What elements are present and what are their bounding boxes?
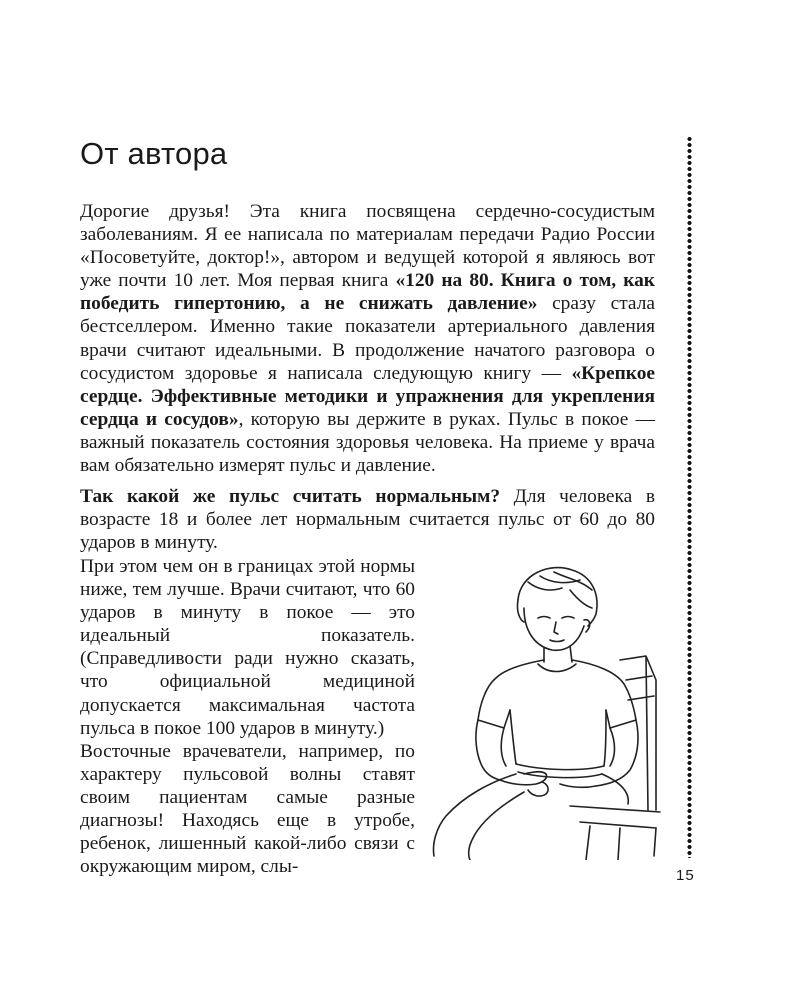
page-title: От автора (80, 136, 228, 171)
bold-run: Так какой же пульс считать нормальным? (80, 486, 501, 507)
paragraph-normal-pulse (80, 485, 655, 554)
bold-run: «Крепкое сердце. Эффективные методики и упражнения для укрепления сердца и сосудов» (80, 362, 655, 430)
text-run: Для человека в возрасте 18 и более лет нормальным считается пульс от 60 до 80 ударов в минуту. (80, 486, 656, 554)
text-run: , которую вы держите в руках. Пульс в покое — важный показатель состояния здоровья человека. На приеме у врача вам обязательно измерят пульс и давление. (80, 408, 655, 477)
paragraph-intro (80, 200, 655, 477)
page-number: 15 (676, 867, 695, 884)
text-run: сразу стала бестселлером. Именно такие показатели артериального давления врачи считают идеальными. В продолжение начатого разговора о сосудистом здоровье я написала следующую книгу — (80, 293, 655, 384)
text-run: Восточные врачеватели, например, по характеру пульсовой волны ставят своим пациентам самые разные диагнозы! Находясь еще в утробе, ребенок, лишенный какой-либо связи с окружающим миром, слы- (80, 741, 415, 878)
bold-run: «120 на 80. Книга о том, как победить гипертонию, а не снижать давление» (80, 270, 655, 315)
text-run: Дорогие друзья! Эта книга посвящена сердечно-сосудистым заболеваниям. Я ее написала по материалам передачи Радио России «Посоветуйте, доктор!», автором и ведущей которой я являюсь вот уже почти 10 лет. Моя первая книга (80, 201, 655, 292)
paragraph-ideal-pulse (80, 555, 415, 740)
paragraph-eastern-healers (80, 740, 415, 879)
seated-person-drawing-icon (420, 560, 670, 860)
text-run: При этом чем он в границах этой нормы ниже, тем лучше. Врачи считают, что 60 ударов в минуту в покое — это идеальный показатель. (Справедливости ради нужно сказать, что официальной медициной допускается максимальная частота пульса в покое 100 ударов в минуту.) (80, 556, 415, 739)
dotted-margin-rule (687, 136, 692, 858)
